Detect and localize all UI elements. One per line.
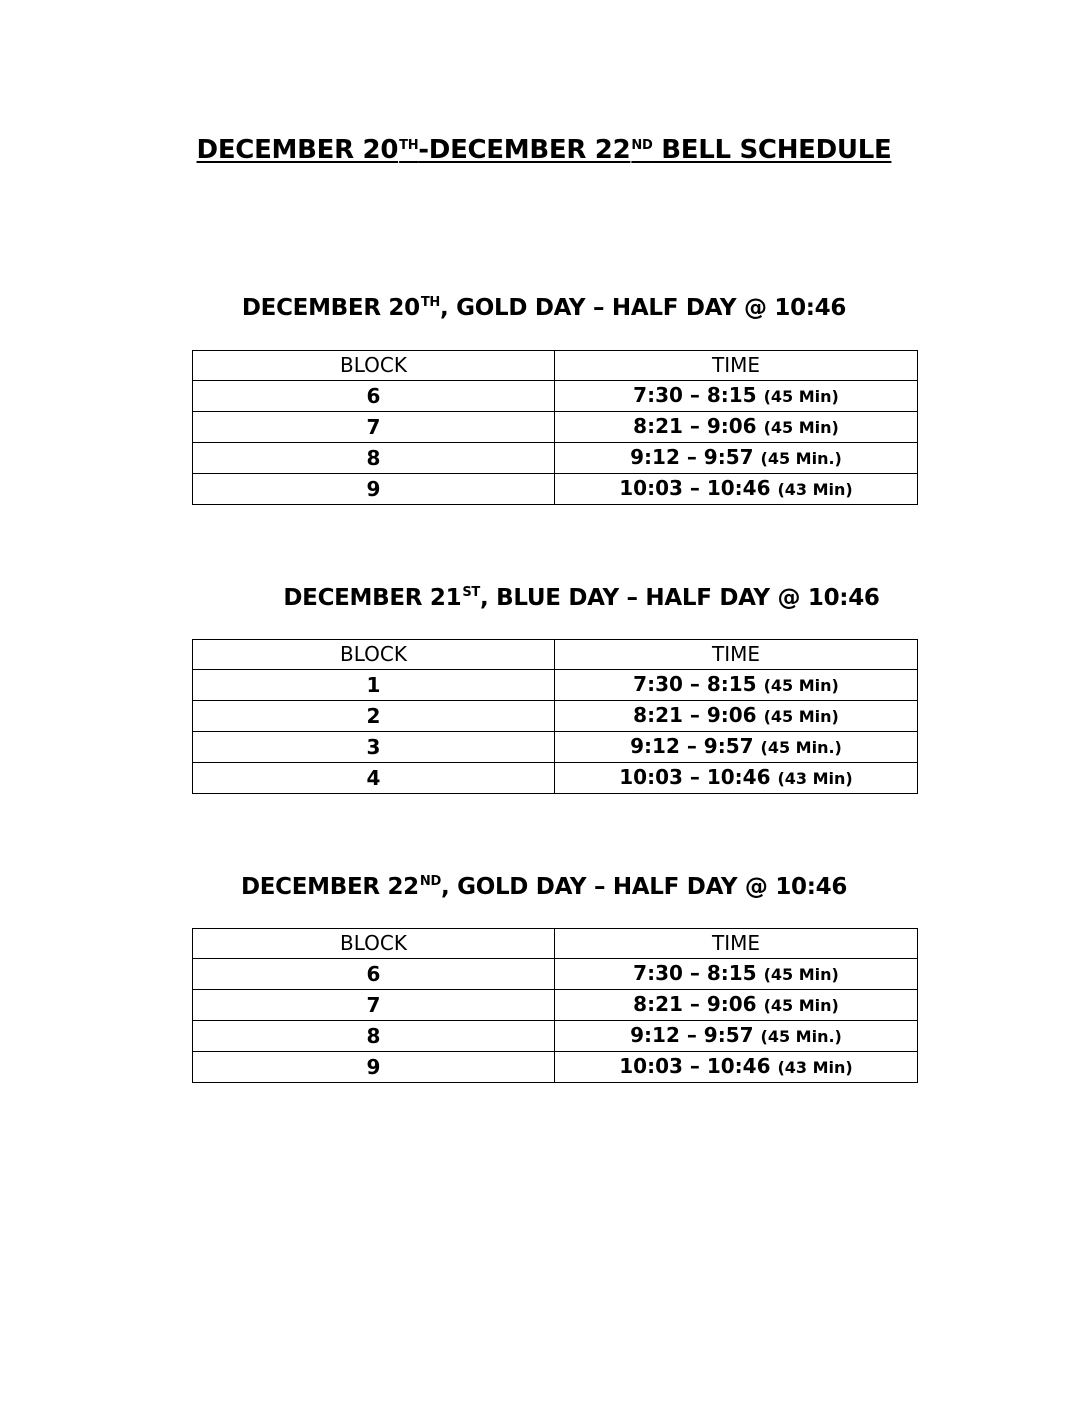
time-range: 10:03 – 10:46 [619, 1054, 771, 1078]
column-header-time: TIME [555, 929, 918, 959]
table-row [193, 959, 918, 990]
section-heading-dec-22 [0, 870, 1088, 904]
duration-label: (45 Min.) [760, 1027, 842, 1046]
time-range: 7:30 – 8:15 [633, 672, 757, 696]
duration-label: (45 Min) [763, 418, 839, 437]
table-row [193, 474, 918, 505]
block-cell: 8 [193, 1021, 555, 1052]
time-cell [555, 959, 918, 990]
block-cell: 6 [193, 959, 555, 990]
column-header-block: BLOCK [193, 929, 555, 959]
table-row [193, 412, 918, 443]
block-cell: 2 [193, 701, 555, 732]
title-text-3: BELL SCHEDULE [652, 135, 892, 165]
section-heading-superscript: ND [419, 874, 441, 889]
duration-label: (45 Min) [763, 965, 839, 984]
title-text-2: -DECEMBER 22 [418, 135, 631, 165]
table-row [193, 1052, 918, 1083]
duration-label: (45 Min) [763, 996, 839, 1015]
table-row [193, 701, 918, 732]
block-cell: 1 [193, 670, 555, 701]
duration-label: (45 Min.) [760, 738, 842, 757]
time-range: 10:03 – 10:46 [619, 765, 771, 789]
duration-label: (43 Min) [777, 480, 853, 499]
time-cell [555, 474, 918, 505]
block-cell: 7 [193, 990, 555, 1021]
section-heading-text: DECEMBER 22 [240, 874, 419, 900]
time-cell [555, 1052, 918, 1083]
title-superscript-1: TH [399, 138, 419, 153]
time-range: 7:30 – 8:15 [633, 383, 757, 407]
time-cell [555, 1021, 918, 1052]
time-range: 7:30 – 8:15 [633, 961, 757, 985]
table-row [193, 763, 918, 794]
block-cell: 9 [193, 474, 555, 505]
section-heading-superscript: ST [462, 585, 480, 600]
block-cell: 3 [193, 732, 555, 763]
column-header-time: TIME [555, 640, 918, 670]
time-cell [555, 443, 918, 474]
column-header-block: BLOCK [193, 640, 555, 670]
section-heading-text: , GOLD DAY – HALF DAY @ 10:46 [440, 295, 847, 321]
table-row [193, 990, 918, 1021]
time-cell [555, 701, 918, 732]
table-header-row [193, 351, 918, 381]
time-range: 9:12 – 9:57 [630, 445, 754, 469]
table-row [193, 443, 918, 474]
schedule-table-dec-20 [192, 350, 918, 505]
block-cell: 9 [193, 1052, 555, 1083]
table-row [193, 732, 918, 763]
time-range: 9:12 – 9:57 [630, 1023, 754, 1047]
time-range: 8:21 – 9:06 [633, 992, 757, 1016]
section-heading-superscript: TH [420, 295, 440, 310]
time-cell [555, 381, 918, 412]
duration-label: (45 Min) [763, 707, 839, 726]
table-row [193, 670, 918, 701]
title-superscript-2: ND [631, 138, 653, 153]
time-range: 9:12 – 9:57 [630, 734, 754, 758]
schedule-table-dec-21 [192, 639, 918, 794]
duration-label: (43 Min) [777, 1058, 853, 1077]
time-range: 8:21 – 9:06 [633, 414, 757, 438]
table-row [193, 1021, 918, 1052]
duration-label: (45 Min) [763, 676, 839, 695]
time-cell [555, 412, 918, 443]
section-heading-text: DECEMBER 20 [241, 295, 420, 321]
section-heading-dec-21 [0, 581, 1088, 615]
time-cell [555, 763, 918, 794]
title-text-1: DECEMBER 20 [196, 135, 399, 165]
section-heading-text: , BLUE DAY – HALF DAY @ 10:46 [479, 585, 880, 611]
block-cell: 8 [193, 443, 555, 474]
schedule-table-dec-22 [192, 928, 918, 1083]
page-title [0, 130, 1088, 170]
duration-label: (43 Min) [777, 769, 853, 788]
section-heading-text: , GOLD DAY – HALF DAY @ 10:46 [440, 874, 848, 900]
table-row [193, 381, 918, 412]
block-cell: 6 [193, 381, 555, 412]
time-range: 10:03 – 10:46 [619, 476, 771, 500]
table-header-row [193, 929, 918, 959]
column-header-block: BLOCK [193, 351, 555, 381]
column-header-time: TIME [555, 351, 918, 381]
time-cell [555, 670, 918, 701]
block-cell: 4 [193, 763, 555, 794]
time-range: 8:21 – 9:06 [633, 703, 757, 727]
section-heading-text: DECEMBER 21 [283, 585, 462, 611]
duration-label: (45 Min.) [760, 449, 842, 468]
duration-label: (45 Min) [763, 387, 839, 406]
time-cell [555, 732, 918, 763]
page-title-underlined [197, 135, 892, 165]
block-cell: 7 [193, 412, 555, 443]
section-heading-dec-20 [0, 291, 1088, 325]
table-header-row [193, 640, 918, 670]
time-cell [555, 990, 918, 1021]
